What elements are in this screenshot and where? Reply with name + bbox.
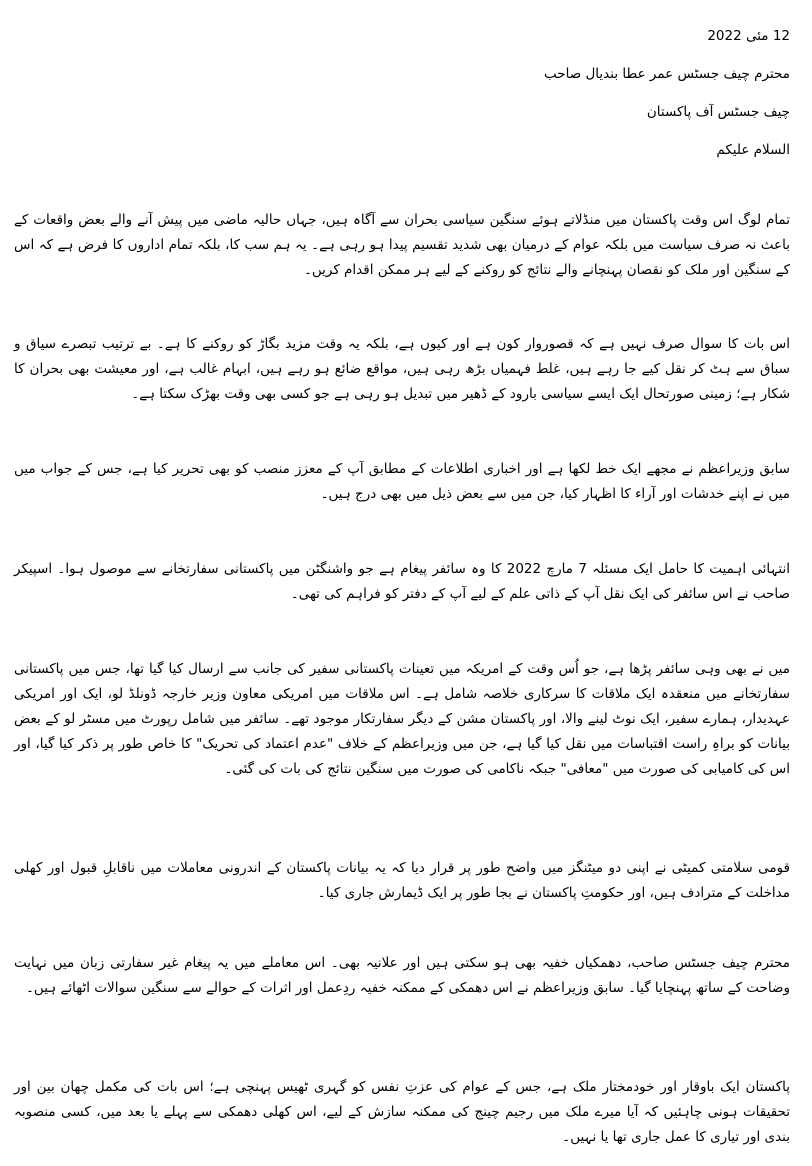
paragraph-7: محترم چیف جسٹس صاحب، دھمکیاں خفیہ بھی ہو سکتی ہیں اور علانیہ بھی۔ اس معاملے میں یہ پیغام غیر سفارتی زبان میں نہایت وضاحت کے ساتھ پہنچایا گیا۔ سابق وزیراعظم نے اس دھمکی کے ممکنہ خفیہ ردِعمل اور اثرات کے حوالے سے سنگین سوالات اٹھائے ہیں۔ bbox=[14, 955, 790, 996]
paragraph-8: پاکستان ایک باوقار اور خودمختار ملک ہے، جس کے عوام کی عزتِ نفس کو گہری ٹھیس پہنچی ہے؛ اس بات کی مکمل چھان بین اور تحقیقات ہونی چاہئیں کہ آیا میرے ملک میں رجیم چینج کی ممکنہ سازش کے لیے، اس کھلی دھمکی سے پہلے یا بعد میں، کسی منصوبہ بندی اور تیاری کا عمل جاری تھا یا نہیں۔ bbox=[14, 1079, 790, 1145]
recipient-name: محترم چیف جسٹس عمر عطا بندیال صاحب bbox=[544, 66, 790, 82]
paragraph-5: میں نے بھی وہی سائفر پڑھا ہے، جو اُس وقت کے امریکہ میں تعینات پاکستانی سفیر کی جانب سے ارسال کیا گیا تھا، جس میں پاکستانی سفارتخانے میں منعقدہ ایک ملاقات کا سرکاری خلاصہ شامل ہے۔ اس ملاقات میں امریکی معاون وزیر خارجہ ڈونلڈ لو، ایک اور امریکی عہدیدار، ہمارے سفیر، ایک نوٹ لینے والا، اور پاکستان مشن کے دیگر سفارتکار موجود تھے۔ سائفر میں شامل رپورٹ میں مسٹر لو کے بعض بیانات کو براہِ راست اقتباسات میں نقل کیا گیا ہے، جن میں وزیراعظم کے خلاف "عدم اعتماد کی تحریک" کا خاص طور پر ذکر کیا گیا، اور اس کی کامیابی کی صورت میں "معافی" جبکہ ناکامی کی صورت میں سنگین نتائج کی بات کی گئی۔ bbox=[14, 661, 790, 777]
greeting: السلام علیکم bbox=[716, 142, 790, 158]
paragraph-4: انتہائی اہمیت کا حامل ایک مسئلہ 7 مارچ 2022 کا وہ سائفر پیغام ہے جو واشنگٹن میں پاکستانی سفارتخانے سے موصول ہوا۔ اسپیکر صاحب نے اس سائفر کی ایک نقل آپ کے ذاتی علم کے لیے آپ کے دفتر کو فراہم کی تھی۔ bbox=[14, 561, 790, 602]
recipient-title: چیف جسٹس آف پاکستان bbox=[646, 104, 790, 120]
paragraph-6: قومی سلامتی کمیٹی نے اپنی دو میٹنگز میں واضح طور پر قرار دیا کہ یہ بیانات پاکستان کے اندرونی معاملات میں ناقابلِ قبول اور کھلی مداخلت کے مترادف ہیں، اور حکومتِ پاکستان نے بجا طور پر ایک ڈیمارش جاری کیا۔ bbox=[14, 860, 790, 901]
letter-date: 12 مئی 2022 bbox=[707, 28, 790, 44]
paragraph-2: اس بات کا سوال صرف نہیں ہے کہ قصوروار کون ہے اور کیوں ہے، بلکہ یہ وقت مزید بگاڑ کو روکنے کا ہے۔ بے ترتیب تبصرے سیاق و سباق سے ہٹ کر نقل کیے جا رہے ہیں، غلط فہمیاں بڑھ رہی ہیں، مواقع ضائع ہو رہے ہیں، ابہام غالب ہے، اور معیشت بھی بحران کا شکار ہے؛ زمینی صورتحال ایک ایسے سیاسی بارود کے ڈھیر میں تبدیل ہو رہی ہے جو کسی بھی وقت بھڑک سکتا ہے۔ bbox=[14, 336, 790, 402]
paragraph-1: تمام لوگ اس وقت پاکستان میں منڈلاتے ہوئے سنگین سیاسی بحران سے آگاہ ہیں، جہاں حالیہ ماضی میں پیش آنے والے بعض واقعات کے باعث نہ صرف سیاست میں بلکہ عوام کے درمیان بھی شدید تقسیم پیدا ہو رہی ہے۔ یہ ہم سب کا، بلکہ تمام اداروں کا فرض ہے کہ اس کے سنگین اور ملک کو نقصان پہنچانے والے نتائج کو روکنے کے لیے ہر ممکن اقدام کریں۔ bbox=[14, 212, 790, 278]
paragraph-3: سابق وزیراعظم نے مجھے ایک خط لکھا ہے اور اخباری اطلاعات کے مطابق آپ کے معزز منصب کو بھی تحریر کیا ہے، جس کے جواب میں میں نے اپنے خدشات اور آراء کا اظہار کیا، جن میں سے بعض ذیل میں بھی درج ہیں۔ bbox=[14, 461, 790, 502]
